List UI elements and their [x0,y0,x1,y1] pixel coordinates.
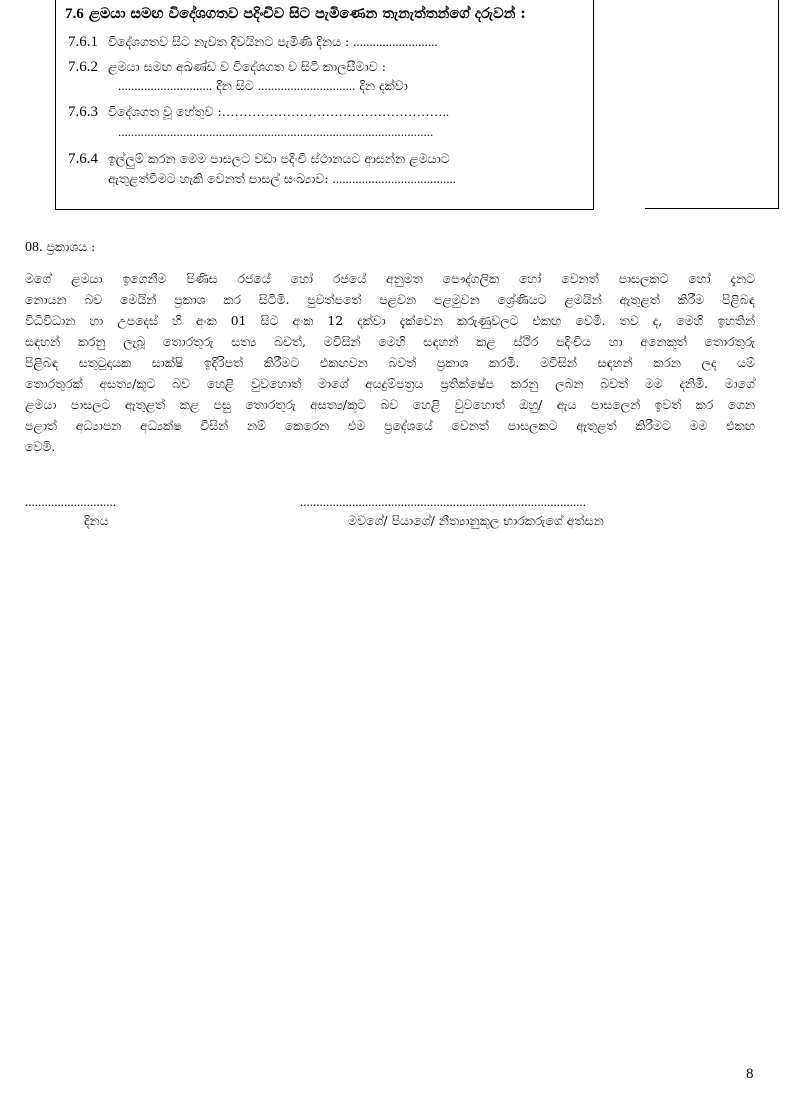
item-7-6-2 [68,59,386,76]
section-08-title: ප්‍රකාශය : [42,239,96,254]
item-7-6-2-from-dots: ............................. [118,78,213,93]
item-7-6-1-text: විදේශගතව සිට නැවත දිවයිනට පැමිණි දිනය : [107,34,354,49]
item-7-6-3 [68,104,449,121]
item-7-6-2-number: 7.6.2 [68,59,98,75]
declaration-line: සඳහන් කරනු ලැබූ තොරතුරු සත්‍ය බවත්, මවිසින් මෙහි සඳහන් කළ ස්ථිර පදිංචිය හා අනෙකුත් තොරතුරු [25,334,755,349]
item-7-6-2-line2 [118,78,408,94]
section-7-6-title-text: ළමයා සමඟ විදේශගතව පදිංචිව සිට පැමිණෙන තැනැත්තන්ගේ දරුවන් : [88,5,526,22]
section-08-heading [25,239,95,256]
section-7-6-side-column [645,0,779,209]
declaration-line: නොයන බව මෙයින් ප්‍රකාශ කර සිටිමි. පුවත්පතේ පළවන පළමුවන ශ්‍රේණියට ළමයින් ඇතුළත් කිරීම පිළිබඳ [25,292,755,307]
item-7-6-3-line2-dots: ................................................................................................. [118,124,434,139]
date-signature-line: ............................ [25,494,116,509]
item-7-6-4-number: 7.6.4 [68,151,98,167]
declaration-line: ළමයා පාසලට ඇතුළත් කළ පසු තොරතුරු අසත්‍ය/කූට බව හෙළි වුවහොත් ඔහු/ ඇය පාසලෙන් ඉවත් කර ගෙන [25,397,755,412]
declaration-line: පළාත් අධ්‍යාපන අධ්‍යක්ෂ විසින් නම් කෙරෙන එම ප්‍රදේශයේ වෙනත් පාසලකට ඇතුළත් කිරීමට මම එකඟ [25,418,755,433]
declaration-line: වෙමි. [25,439,56,454]
item-7-6-4 [68,151,450,168]
item-7-6-1-dots: .......................... [353,34,438,49]
item-7-6-4-line2 [108,171,456,187]
section-08-number: 08. [25,240,43,255]
guardian-signature-label: මවගේ/ පියාගේ/ නීත්‍යානුකූල භාරකරුගේ අත්සන [348,513,604,528]
item-7-6-4-dots: ...................................... [332,171,457,186]
item-7-6-4-line2-text: ඇතුළත්වීමට හැකි වෙනත් පාසල් සංඛ්‍යාව: [108,171,333,186]
item-7-6-3-dots: …………………………………………….. [221,104,450,119]
declaration-line: තොරතුරක් අසත්‍ය/කූට බව හෙළි වුවහොත් මාගේ අයදුම්පත්‍රය ප්‍රතික්ෂේප කරනු ලබන බවත් මම දනිමි. මාගේ [25,376,755,391]
item-7-6-3-text: විදේශගත වූ හේතුව : [107,104,222,119]
item-7-6-1 [68,34,438,51]
declaration-line: පිළිබඳ සතුටුදායක සාක්ෂි ඉදිරිපත් කිරීමට එකඟවන බවත් ප්‍රකාශ කරමි. මවිසින් සඳහන් කරන ලද යම් [25,355,755,370]
page-number: 8 [746,1066,754,1082]
item-7-6-2-to-dots: .............................. [257,78,356,93]
item-7-6-1-number: 7.6.1 [68,34,98,50]
date-label: දිනය [84,513,109,528]
item-7-6-2-from-label: දින සිට [212,78,258,93]
guardian-signature-line: ........................................................................................ [300,494,586,509]
declaration-line: මගේ ළමයා ඉගෙනීම පිණිස රජයේ හෝ රජයේ අනුමත පෞද්ගලික හෝ වෙනත් පාසලකට හෝ දැනට [25,271,755,286]
section-7-6-number: 7.6 [65,6,84,22]
section-7-6-title [65,5,526,23]
declaration-line: විධිවිධාන හා උපදෙස් හි අංක 01 සිට අංක 12 දක්වා දැක්වෙන කරුණුවලට එකඟ වෙමි. තව ද, මෙහි ඉහතින් [25,313,755,328]
item-7-6-3-line2 [118,124,433,140]
item-7-6-4-text: ඉල්ලුම් කරන මෙම පාසලට වඩා පදිංචි ස්ථානයට ආසන්න ළමයාට [107,151,450,166]
item-7-6-2-to-label: දින දක්වා [355,78,408,93]
item-7-6-3-number: 7.6.3 [68,104,98,120]
item-7-6-2-text: ළමයා සමඟ අඛණ්ඩ ව විදේශගත ව සිටි කාලසීමාව : [107,59,386,74]
